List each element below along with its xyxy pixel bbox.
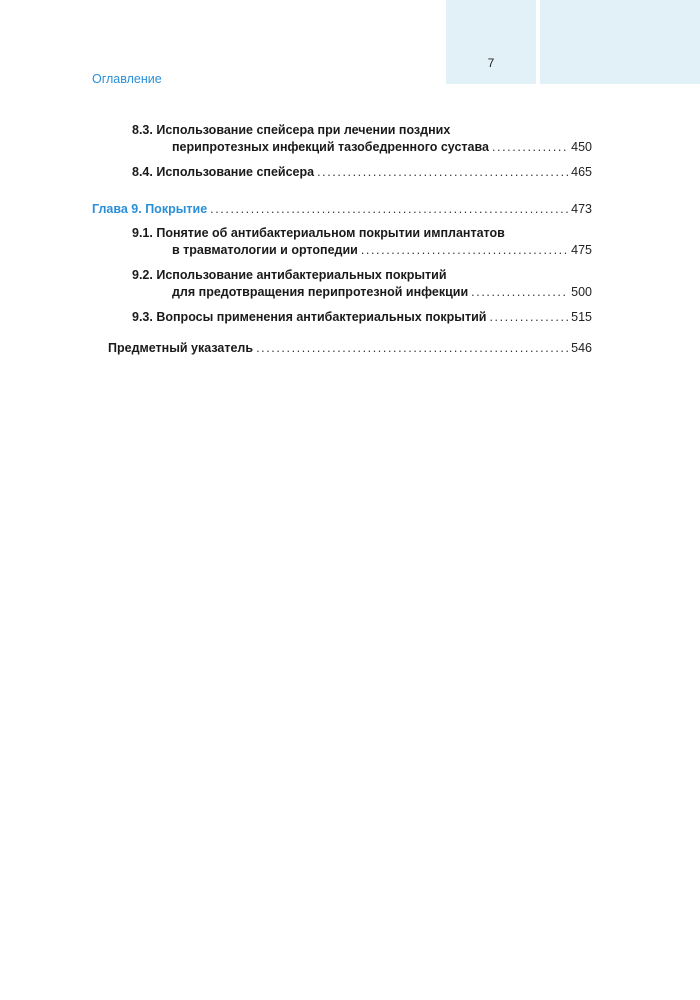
toc-entry-8-3[interactable] (132, 122, 592, 156)
header-tab-right (540, 0, 700, 84)
dot-leader (489, 309, 568, 326)
toc-entry-number: 9.1. (132, 226, 153, 240)
toc-entry-title: Вопросы применения антибактериальных покрытий (156, 310, 487, 324)
toc-entry-9-1[interactable] (132, 225, 592, 259)
toc-entry-index[interactable] (108, 340, 592, 357)
page-number: 7 (487, 56, 495, 70)
running-header: Оглавление (92, 72, 162, 86)
toc-entry-title-line2: для предотвращения перипротезной инфекции (172, 285, 469, 299)
toc-entry-title-line1: Использование спейсера при лечении поздних (156, 123, 451, 137)
dot-leader (361, 242, 568, 259)
toc-page-number: 465 (571, 165, 592, 179)
toc-entry-title-line2: перипротезных инфекций тазобедренного сустава (172, 140, 489, 154)
toc-entry-title-line1: Понятие об антибактериальном покрытии имплантатов (156, 226, 505, 240)
dot-leader (492, 139, 568, 156)
dot-leader (471, 284, 568, 301)
toc-page-number: 473 (571, 202, 592, 216)
toc-entry-title: Использование спейсера (156, 165, 315, 179)
toc-entry-title-line2: в травматологии и ортопедии (172, 243, 358, 257)
toc-chapter-title: Глава 9. Покрытие (92, 202, 208, 216)
toc-entry-number: 9.2. (132, 268, 153, 282)
toc-chapter-9[interactable] (92, 201, 592, 218)
dot-leader (210, 201, 568, 218)
dot-leader (256, 340, 568, 357)
toc-page-number: 546 (571, 341, 592, 355)
toc-page-number: 500 (571, 285, 592, 299)
header-tab-left (446, 0, 536, 84)
toc-page-number: 475 (571, 243, 592, 257)
toc-entry-9-2[interactable] (132, 267, 592, 301)
dot-leader (317, 164, 568, 181)
toc-entry-9-3[interactable] (132, 309, 592, 326)
toc-page-number: 450 (571, 140, 592, 154)
toc-entry-number: 9.3. (132, 310, 153, 324)
toc-page-number: 515 (571, 310, 592, 324)
toc-entry-number: 8.4. (132, 165, 153, 179)
toc-entry-title: Предметный указатель (108, 341, 254, 355)
toc-entry-8-4[interactable] (132, 164, 592, 181)
toc-entry-number: 8.3. (132, 123, 153, 137)
toc-entry-title-line1: Использование антибактериальных покрытий (156, 268, 447, 282)
